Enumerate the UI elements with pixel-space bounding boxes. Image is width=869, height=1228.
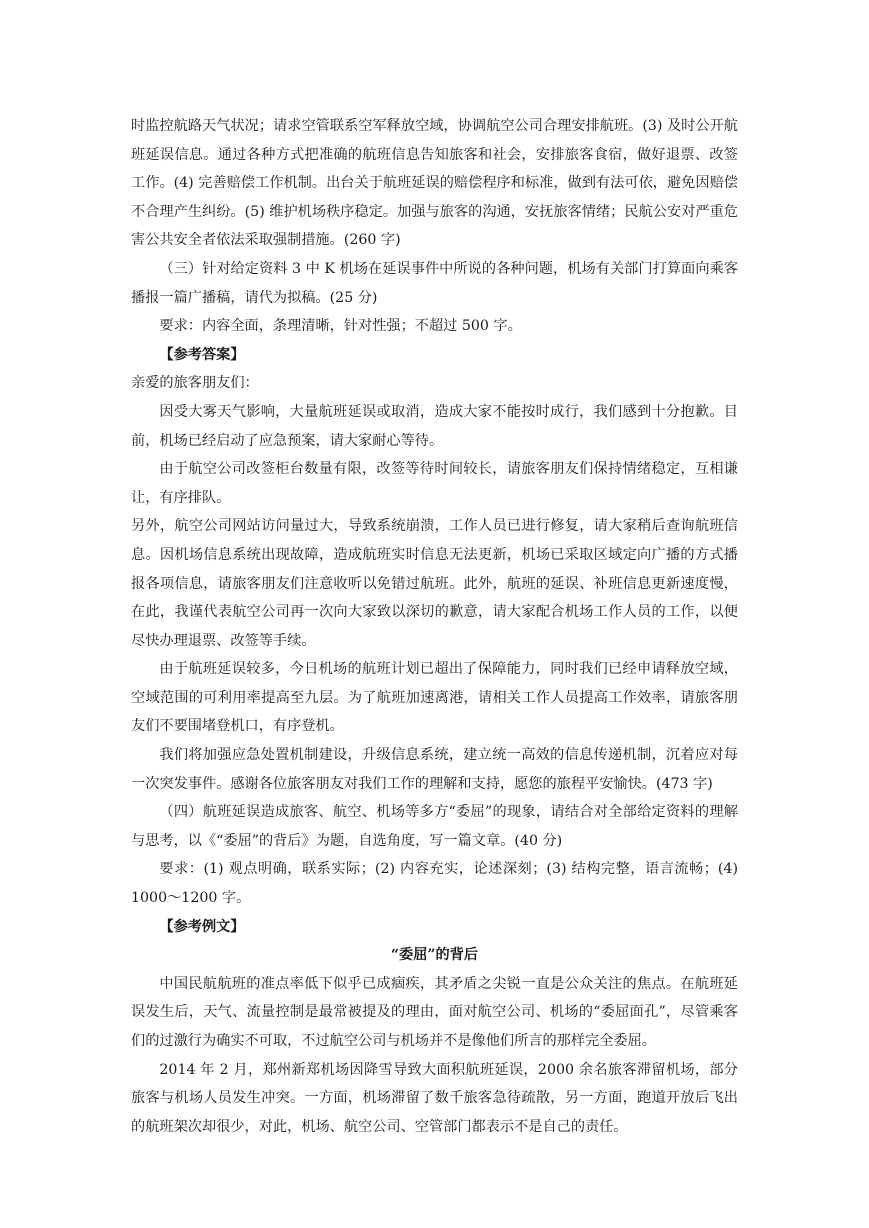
question-3-requirements: 要求：内容全面，条理清晰，针对性强；不超过 500 字。	[159, 318, 522, 335]
broadcast-paragraph-5: 我们将加强应急处置机制建设，升级信息系统，建立统一高效的信息传递机制，沉着应对每一次突发事件。感谢各位旅客朋友对我们工作的理解和支持，愿您的旅程平安愉快。(473 字)	[131, 747, 738, 792]
essay-paragraph-1: 中国民航航班的准点率低下似乎已成痼疾，其矛盾之尖锐一直是公众关注的焦点。在航班延误发生后，天气、流量控制是最常被提及的理由，面对航空公司、机场的“委屈面孔”，尽管乘客们的过激行为确实不可取，不过航空公司与机场并不是像他们所言的那样完全委屈。	[131, 975, 738, 1049]
reference-answer-heading: 【参考答案】	[159, 346, 245, 363]
broadcast-paragraph-2: 由于航空公司改签柜台数量有限，改签等待时间较长，请旅客朋友们保持情绪稳定，互相谦让，有序排队。	[131, 461, 738, 506]
question-4: （四）航班延误造成旅客、航空、机场等多方“委屈”的现象，请结合对全部给定资料的理解与思考，以《“委屈”的背后》为题，自选角度，写一篇文章。(40 分)	[131, 804, 738, 849]
essay-paragraph-2: 2014 年 2 月，郑州新郑机场因降雪导致大面积航班延误，2000 余名旅客滞留机场，部分旅客与机场人员发生冲突。一方面，机场滞留了数千旅客急待疏散，另一方面，跑道开放后飞出的航班架次却很少，对此，机场、航空公司、空管部门都表示不是自己的责任。	[131, 1061, 738, 1135]
broadcast-paragraph-1: 因受大雾天气影响，大量航班延误或取消，造成大家不能按时成行，我们感到十分抱歉。目前，机场已经启动了应急预案，请大家耐心等待。	[131, 403, 738, 449]
question-3: （三）针对给定资料 3 中 K 机场在延误事件中所说的各种问题，机场有关部门打算面向乘客播报一篇广播稿，请代为拟稿。(25 分)	[131, 260, 738, 306]
broadcast-paragraph-4: 由于航班延误较多，今日机场的航班计划已超出了保障能力，同时我们已经申请释放空域，空域范围的可利用率提高至九层。为了航班加速离港，请相关工作人员提高工作效率，请旅客朋友们不要围堵登机口，有序登机。	[131, 661, 738, 735]
essay-title: “委屈”的背后	[390, 947, 479, 964]
reference-essay-heading: 【参考例文】	[159, 918, 245, 935]
broadcast-paragraph-3: 另外，航空公司网站访问量过大，导致系统崩溃，工作人员已进行修复，请大家稍后查询航班信息。因机场信息系统出现故障，造成航班实时信息无法更新，机场已采取区域定向广播的方式播报各项信息，请旅客朋友们注意收听以免错过航班。此外，航班的延误、补班信息更新速度慢，在此，我谨代表航空公司再一次向大家致以深切的歉意，请大家配合机场工作人员的工作，以便尽快办理退票、改签等手续。	[131, 518, 738, 649]
question-4-requirements: 要求：(1) 观点明确，联系实际；(2) 内容充实，论述深刻；(3) 结构完整，语言流畅；(4) 1000～1200 字。	[131, 861, 738, 907]
broadcast-salutation: 亲爱的旅客朋友们：	[131, 375, 259, 392]
paragraph-answer-continued: 时监控航路天气状况；请求空管联系空军释放空域，协调航空公司合理安排航班。(3) 及时公开航班延误信息。通过各种方式把准确的航班信息告知旅客和社会，安排旅客食宿，做好退票、改签工作。(4) 完善赔偿工作机制。出台关于航班延误的赔偿程序和标准，做到有法可依，避免因赔偿不合理产生纠纷。(5) 维护机场秩序稳定。加强与旅客的沟通，安抚旅客情绪；民航公安对严重危害公共安全者依法采取强制措施。(260 字)	[131, 118, 738, 249]
